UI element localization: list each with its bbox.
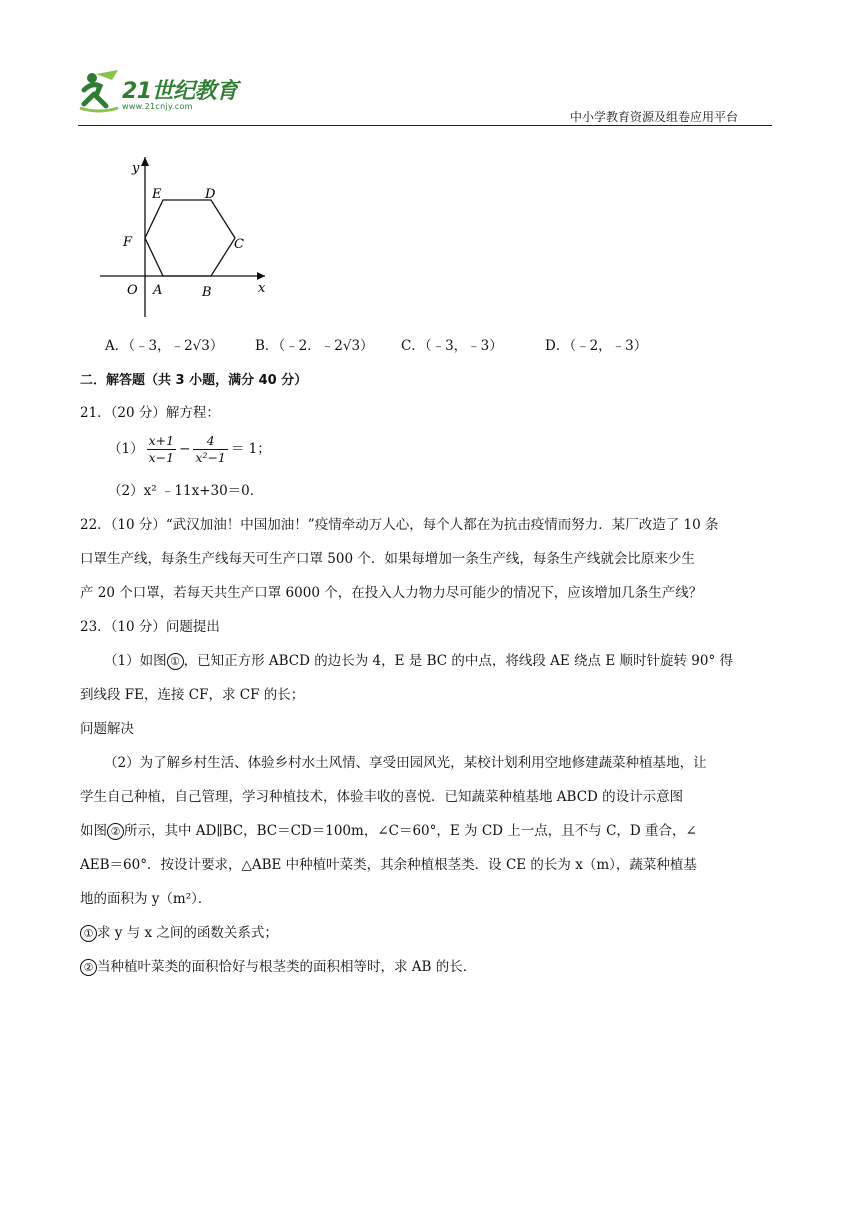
answer-options [105,336,647,356]
hexagon-abcdef [145,200,235,276]
question-22-line-1: 22．（10 分）“武汉加油！中国加油！”疫情牵动万人心，每个人都在为抗击疫情而努力．某厂改造了 10 条 [80,517,719,533]
option-d: D．（﹣2，﹣3） [545,338,648,354]
option-c: C．（﹣3，﹣3） [401,338,503,354]
question-23-part-1-line-2: 到线段 FE，连接 CF，求 CF 的长； [80,687,305,703]
figure-2-mark: ② [107,823,124,840]
subpart-2-mark: ② [80,959,97,976]
question-21-part-2: （2）x² ﹣11x+30＝0． [108,483,264,499]
label-x: x [258,281,266,296]
subpart-1-mark: ① [80,925,97,942]
hexagon-figure [95,152,275,322]
logo-url: www.21cnjy.com [122,102,193,111]
question-23-part-1-line-1 [104,651,733,671]
logo [78,68,258,118]
question-23-subpart-1 [80,923,278,943]
label-d: D [205,187,216,202]
part-2-line-3-text: 所示，其中 AD∥BC，BC＝CD＝100m，∠C＝60°，E 为 CD 上一点，且不与 C，D 重合，∠ [124,823,697,839]
label-c: C [234,237,244,252]
part-2-line-3-intro: 如图 [80,823,107,839]
label-b: B [202,285,212,300]
subpart-1-text: 求 y 与 x 之间的函数关系式； [97,925,278,941]
platform-name: 中小学教育资源及组卷应用平台 [569,110,738,124]
fraction-2 [193,433,228,466]
part-1-intro: （1）如图 [104,653,167,669]
question-23-heading-2: 问题解决 [80,721,134,737]
section-title: 二．解答题（共 3 小题，满分 40 分） [80,373,308,388]
question-21-stem: 21．（20 分）解方程： [80,405,220,421]
question-22-line-2: 口罩生产线，每条生产线每天可生产口罩 500 个．如果每增加一条生产线，每条生产线就会比原来少生 [80,551,695,567]
minus-sign: − [179,441,191,457]
fraction-1 [147,433,176,466]
question-23-subpart-2 [80,957,476,977]
question-23-part-2-line-2: 学生自己种植，自己管理，学习种植技术，体验丰收的喜悦．已知蔬菜种植基地 ABCD 的设计示意图 [80,789,684,805]
question-23-stem: 23．（10 分）问题提出 [80,619,220,635]
question-23-part-2-line-3 [80,821,697,841]
header-divider [78,125,772,126]
label-e: E [152,187,162,202]
question-23-part-2-line-4: AEB＝60°．按设计要求，△ABE 中种植叶菜类，其余种植根茎类．设 CE 的长为 x（m），蔬菜种植基 [80,857,697,873]
fraction-2-numerator: 4 [193,433,228,450]
question-23-part-2-line-5: 地的面积为 y（m²）． [80,891,212,907]
label-y: y [132,161,140,176]
logo-text: 21世纪教育 [122,79,238,104]
y-axis-arrow-icon [141,157,149,166]
x-axis-arrow-icon [257,272,265,280]
fraction-1-numerator: x+1 [148,433,175,448]
figure-1-mark: ① [167,653,184,670]
equation-rhs: ＝ 1； [230,441,271,457]
question-23-part-2-line-1: （2）为了解乡村生活、体验乡村水土风情、享受田园风光，某校计划利用空地修建蔬菜种植基地，让 [104,755,707,771]
option-a: A．（﹣3，﹣2√3） [105,338,224,354]
label-o: O [127,283,138,298]
option-b: B．（﹣2．﹣2√3） [255,338,374,354]
label-a: A [153,283,163,298]
fraction-1-denominator: x−1 [148,450,175,465]
fraction-2-denominator: x²−1 [195,450,226,465]
part-1-text: ，已知正方形 ABCD 的边长为 4，E 是 BC 的中点，将线段 AE 绕点 E 顺时针旋转 90° 得 [183,653,733,669]
subpart-2-text: 当种植叶菜类的面积恰好与根茎类的面积相等时，求 AB 的长． [97,959,477,975]
runner-logo-icon [78,68,122,114]
question-21-part-1 [108,432,271,466]
question-22-line-3: 产 20 个口罩，若每天共生产口罩 6000 个，在投入人力物力尽可能少的情况下，应该增加几条生产线？ [80,585,703,601]
label-f: F [123,235,133,250]
part-1-prefix: （1） [108,441,144,457]
page-header [0,0,860,130]
